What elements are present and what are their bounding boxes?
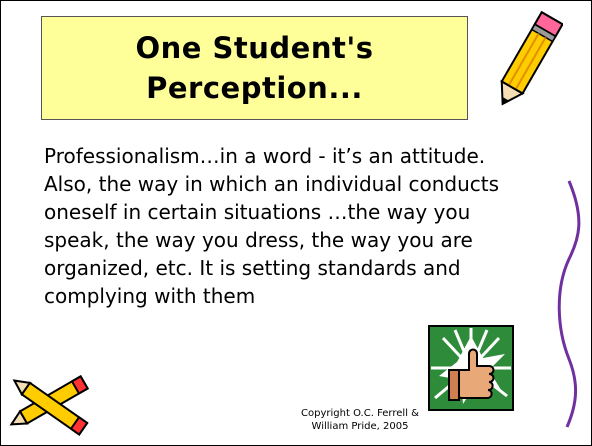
copyright-line-2: William Pride, 2005 — [311, 421, 409, 432]
purple-accent-line — [549, 179, 589, 429]
body-text: Professionalism…in a word - it’s an attitude. Also, the way in which an individual conducts oneself in certain situations …the way you speak, the way you dress, the way you are organized, etc. It is setting standards and complying with them — [44, 144, 500, 308]
copyright-line-1: Copyright O.C. Ferrell & — [301, 408, 419, 419]
pencil-icon — [493, 7, 563, 117]
copyright — [299, 407, 421, 433]
thumbs-up-icon — [427, 324, 515, 412]
pencils-icon — [3, 365, 99, 443]
title-line-1: One Student's — [135, 31, 374, 65]
title-line-2: Perception... — [146, 71, 363, 105]
title-box — [41, 16, 468, 120]
